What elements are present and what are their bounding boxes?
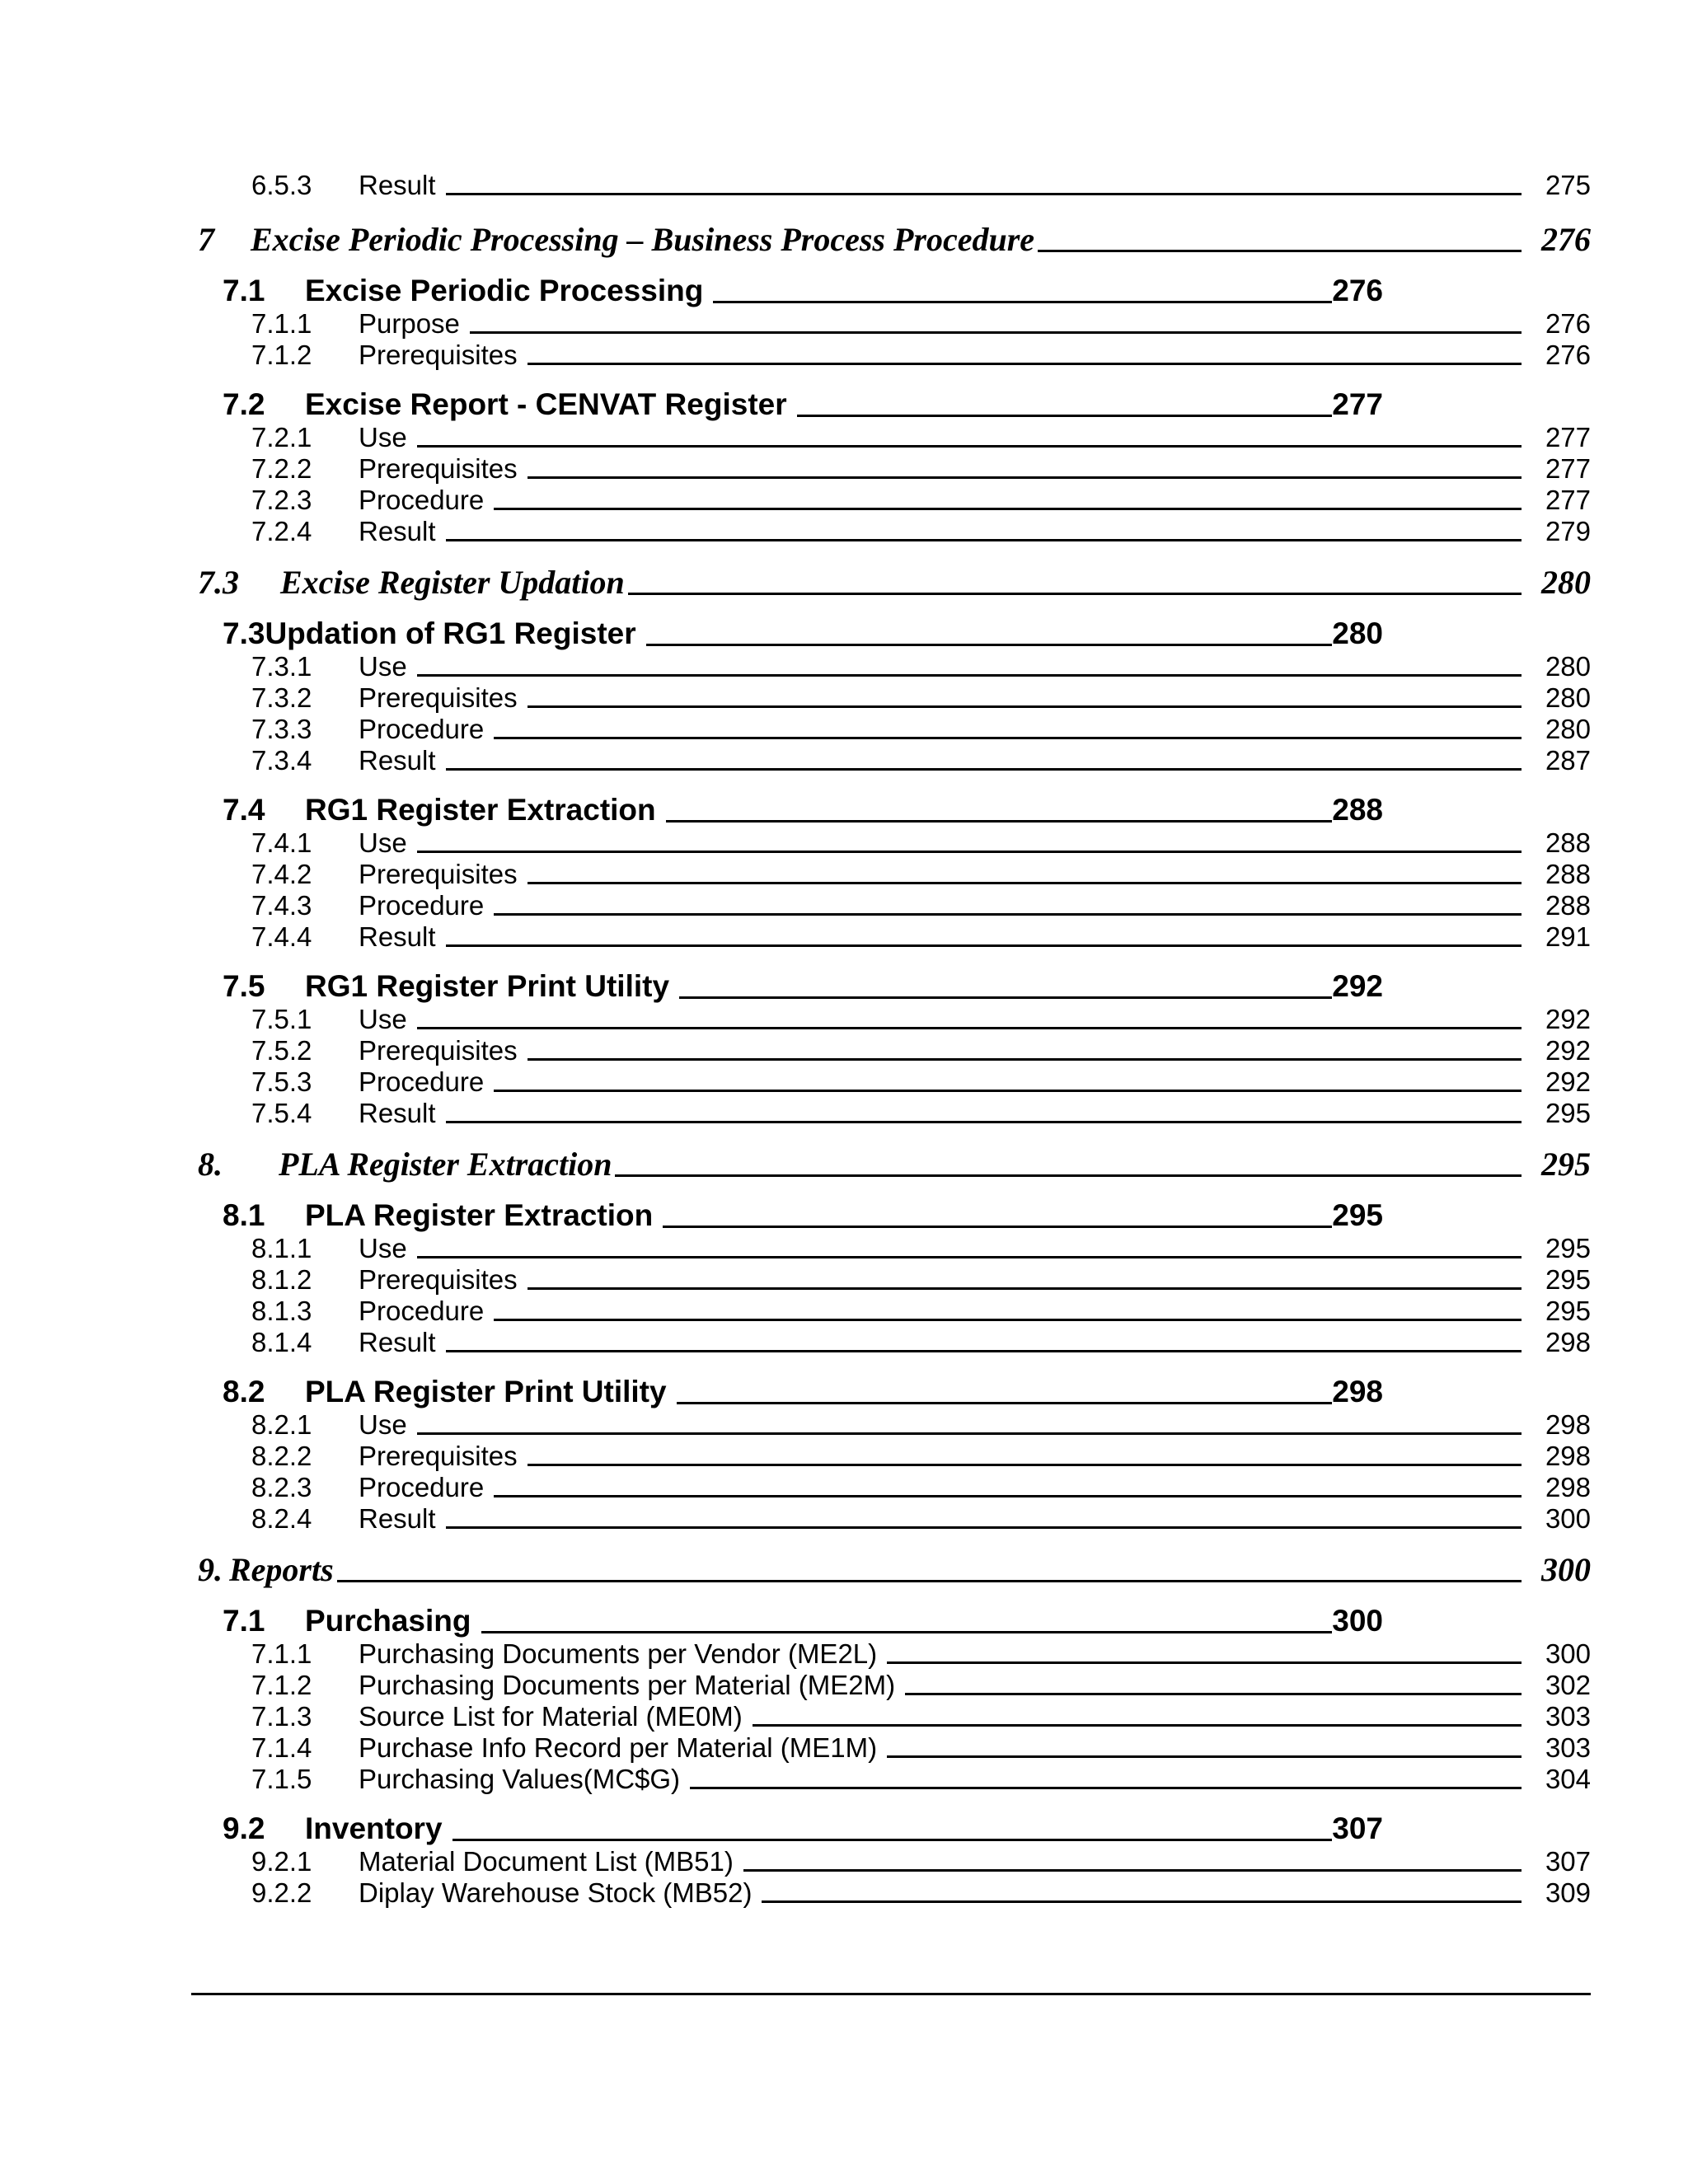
toc-entry-number: 7.1.4 <box>251 1732 312 1763</box>
toc-entry-number: 7.4.1 <box>251 827 312 858</box>
toc-entry-page: 303 <box>1545 1732 1591 1763</box>
toc-leader-line <box>528 1058 1522 1061</box>
toc-leader-line <box>446 944 1522 947</box>
toc-entry-number: 8.1.1 <box>251 1233 312 1263</box>
toc-entry-number: 7.3.3 <box>251 714 312 744</box>
toc-entry-title: Updation of RG1 Register <box>265 616 636 650</box>
toc-entry[interactable] <box>251 827 1591 859</box>
toc-entry-title: Inventory <box>305 1811 443 1845</box>
toc-leader-line <box>528 1287 1522 1290</box>
toc-entry-page: 298 <box>1332 1375 1383 1408</box>
toc-entry-page: 298 <box>1545 1409 1591 1440</box>
toc-leader-line <box>494 1495 1522 1497</box>
toc-entry-title: Prerequisites <box>359 1264 518 1295</box>
toc-entry-page: 276 <box>1545 340 1591 370</box>
toc-entry-title: Diplay Warehouse Stock (MB52) <box>359 1877 753 1908</box>
toc-entry-page: 280 <box>1545 714 1591 744</box>
toc-entry-number: 6.5.3 <box>251 170 312 200</box>
toc-leader-line <box>905 1693 1522 1695</box>
toc-entry-page: 277 <box>1545 422 1591 452</box>
toc-entry-title: Excise Periodic Processing <box>305 274 704 307</box>
toc-entry-page: 291 <box>1545 921 1591 952</box>
toc-entry-number: 7.1.2 <box>251 340 312 370</box>
toc-entry-page: 295 <box>1545 1233 1591 1263</box>
toc-entry-title: PLA Register Extraction <box>279 1146 612 1183</box>
toc-entry-title: Excise Report - CENVAT Register <box>305 387 787 421</box>
toc-entry[interactable] <box>251 859 1591 890</box>
toc-entry-page: 298 <box>1545 1441 1591 1471</box>
toc-entry[interactable] <box>251 170 1591 201</box>
toc-entry-title: Purpose <box>359 308 460 339</box>
toc-entry-title: Procedure <box>359 485 485 515</box>
toc-leader-line <box>615 1174 1522 1177</box>
toc-entry-page: 277 <box>1332 387 1383 421</box>
toc-leader-line <box>666 820 1333 823</box>
toc-entry-page: 292 <box>1545 1066 1591 1097</box>
toc-entry-title: Prerequisites <box>359 859 518 889</box>
toc-entry-title: Procedure <box>359 1066 485 1097</box>
toc-entry-number: 7.4.2 <box>251 859 312 889</box>
toc-leader-line <box>417 445 1522 448</box>
toc-leader-line <box>743 1869 1522 1872</box>
toc-entry-number: 7.5.4 <box>251 1098 312 1128</box>
toc-entry-page: 300 <box>1545 1638 1591 1669</box>
toc-entry[interactable] <box>251 1066 1591 1098</box>
toc-entry-title: Result <box>359 170 436 200</box>
toc-entry[interactable] <box>251 453 1591 485</box>
toc-entry-page: 295 <box>1545 1098 1591 1128</box>
toc-entry-number: 7.4.3 <box>251 890 312 921</box>
toc-entry[interactable] <box>251 1472 1591 1503</box>
toc-entry-number: 7.3 <box>198 564 239 601</box>
toc-entry-number: 8.1.2 <box>251 1264 312 1295</box>
toc-entry[interactable] <box>251 1503 1591 1535</box>
toc-entry[interactable] <box>251 516 1591 547</box>
toc-entry-number: 7 <box>198 221 214 258</box>
toc-entry-number: 8.2 <box>223 1375 265 1408</box>
toc-entry-number: 9.2 <box>223 1811 265 1845</box>
toc-section-entry[interactable] <box>223 1197 1383 1233</box>
toc-entry-page: 309 <box>1545 1877 1591 1908</box>
toc-entry-page: 307 <box>1332 1811 1383 1845</box>
toc-entry-number: 8. <box>198 1146 223 1183</box>
toc-entry[interactable] <box>251 1004 1591 1035</box>
toc-entry-title: Prerequisites <box>359 340 518 370</box>
toc-entry-number: 7.1.1 <box>251 308 312 339</box>
toc-leader-line <box>528 882 1522 884</box>
toc-entry-page: 279 <box>1545 516 1591 546</box>
toc-entry-title: Prerequisites <box>359 453 518 484</box>
toc-entry-number: 7.2.4 <box>251 516 312 546</box>
toc-entry-page: 275 <box>1545 170 1591 200</box>
toc-entry[interactable] <box>251 1877 1591 1909</box>
toc-entry[interactable] <box>251 745 1591 776</box>
toc-entry-page: 288 <box>1545 859 1591 889</box>
toc-entry-page: 277 <box>1545 453 1591 484</box>
toc-entry[interactable] <box>251 1296 1591 1327</box>
toc-leader-line <box>690 1787 1522 1789</box>
toc-section-entry[interactable] <box>223 968 1383 1004</box>
toc-leader-line <box>797 415 1333 417</box>
toc-leader-line <box>446 768 1522 771</box>
toc-leader-line <box>528 1464 1522 1466</box>
toc-entry[interactable] <box>251 308 1591 340</box>
toc-leader-line <box>446 1526 1522 1529</box>
toc-entry[interactable] <box>251 340 1591 371</box>
toc-entry-page: 276 <box>1332 274 1383 307</box>
toc-entry-title: Result <box>359 1503 436 1534</box>
toc-entry-title: Prerequisites <box>359 682 518 713</box>
toc-entry-page: 280 <box>1541 564 1591 601</box>
toc-entry-title: Result <box>359 1098 436 1128</box>
toc-leader-line <box>417 674 1522 677</box>
toc-leader-line <box>446 193 1522 195</box>
toc-entry[interactable] <box>251 1035 1591 1066</box>
toc-entry-title: RG1 Register Print Utility <box>305 969 670 1003</box>
toc-entry-number: 7.2.1 <box>251 422 312 452</box>
toc-entry-page: 300 <box>1332 1604 1383 1638</box>
toc-leader-line <box>494 1319 1522 1321</box>
toc-entry-title: Procedure <box>359 1472 485 1502</box>
toc-entry-number: 8.1.4 <box>251 1327 312 1357</box>
toc-leader-line <box>679 996 1332 999</box>
toc-entry-number: 7.3.4 <box>251 745 312 776</box>
toc-entry-number: 8.2.1 <box>251 1409 312 1440</box>
toc-entry-page: 303 <box>1545 1701 1591 1732</box>
toc-entry-number: 7.3.2 <box>251 682 312 713</box>
toc-entry-page: 295 <box>1332 1198 1383 1232</box>
toc-section-entry[interactable] <box>223 272 1383 308</box>
footer-divider <box>191 1993 1591 1995</box>
toc-entry-page: 288 <box>1545 890 1591 921</box>
toc-entry-title: Procedure <box>359 890 485 921</box>
toc-entry-number: 8.2.3 <box>251 1472 312 1502</box>
toc-entry-page: 280 <box>1545 682 1591 713</box>
toc-entry-number: 7.5.1 <box>251 1004 312 1034</box>
toc-leader-line <box>446 1350 1522 1352</box>
toc-entry-page: 298 <box>1545 1472 1591 1502</box>
toc-entry-title: Excise Register Updation <box>280 564 625 601</box>
toc-leader-line <box>417 1256 1522 1258</box>
toc-entry-title: Result <box>359 1327 436 1357</box>
toc-entry-page: 295 <box>1545 1264 1591 1295</box>
toc-section-entry[interactable] <box>223 1373 1383 1409</box>
toc-leader-line <box>417 1432 1522 1435</box>
toc-section-entry[interactable] <box>223 386 1383 422</box>
toc-entry-number: 7.3 <box>223 616 265 650</box>
toc-entry[interactable] <box>251 1638 1591 1670</box>
toc-entry[interactable] <box>251 651 1591 682</box>
toc-entry-number: 7.2.3 <box>251 485 312 515</box>
toc-leader-line <box>494 1090 1522 1092</box>
toc-entry-number: 7.1.5 <box>251 1764 312 1794</box>
toc-entry-title: Purchasing Documents per Vendor (ME2L) <box>359 1638 878 1669</box>
toc-entry-number: 7.4.4 <box>251 921 312 952</box>
toc-entry-title: Use <box>359 651 407 682</box>
toc-entry-number: 7.3.1 <box>251 651 312 682</box>
toc-entry[interactable] <box>251 1233 1591 1264</box>
toc-entry-number: 9.2.1 <box>251 1846 312 1877</box>
toc-entry-title: Use <box>359 1004 407 1034</box>
toc-entry-title: Reports <box>229 1551 334 1588</box>
toc-entry-title: Excise Periodic Processing – Business Process Procedure <box>251 221 1035 258</box>
toc-entry-page: 288 <box>1332 793 1383 827</box>
toc-entry-title: Use <box>359 422 407 452</box>
toc-leader-line <box>417 1027 1522 1029</box>
toc-entry-page: 300 <box>1545 1503 1591 1534</box>
toc-entry-number: 7.1 <box>223 274 265 307</box>
toc-leader-line <box>417 851 1522 853</box>
toc-entry-page: 300 <box>1541 1551 1591 1588</box>
toc-entry-page: 292 <box>1332 969 1383 1003</box>
toc-leader-line <box>663 1226 1332 1228</box>
toc-entry[interactable] <box>251 1098 1591 1129</box>
toc-chapter-entry[interactable] <box>198 219 1591 259</box>
toc-entry[interactable] <box>251 1732 1591 1764</box>
toc-leader-line <box>481 1631 1333 1633</box>
toc-entry-page: 276 <box>1541 221 1591 258</box>
toc-entry-number: 7.1.2 <box>251 1670 312 1700</box>
toc-entry[interactable] <box>251 682 1591 714</box>
toc-entry-page: 280 <box>1545 651 1591 682</box>
toc-entry-page: 302 <box>1545 1670 1591 1700</box>
toc-entry-page: 277 <box>1545 485 1591 515</box>
toc-entry[interactable] <box>251 890 1591 921</box>
toc-entry-page: 304 <box>1545 1764 1591 1794</box>
toc-entry-number: 7.5 <box>223 969 265 1003</box>
toc-leader-line <box>762 1900 1522 1903</box>
toc-entry-title: Use <box>359 1233 407 1263</box>
toc-entry-number: 7.1.3 <box>251 1701 312 1732</box>
toc-chapter-entry[interactable] <box>198 1549 1591 1589</box>
toc-entry-number: 8.2.2 <box>251 1441 312 1471</box>
toc-leader-line <box>713 301 1332 303</box>
toc-leader-line <box>646 644 1333 646</box>
toc-section-entry[interactable] <box>223 615 1383 651</box>
toc-leader-line <box>528 476 1522 479</box>
toc-entry-title: Result <box>359 921 436 952</box>
toc-entry-number: 8.1.3 <box>251 1296 312 1326</box>
toc-entry-page: 307 <box>1545 1846 1591 1877</box>
toc-entry[interactable] <box>251 921 1591 953</box>
toc-leader-line <box>1038 250 1522 252</box>
toc-entry-title: Purchase Info Record per Material (ME1M) <box>359 1732 878 1763</box>
toc-chapter-entry[interactable] <box>198 562 1591 602</box>
toc-entry-title: Prerequisites <box>359 1035 518 1066</box>
toc-entry-title: Material Document List (MB51) <box>359 1846 734 1877</box>
toc-entry-number: 7.2.2 <box>251 453 312 484</box>
toc-entry-number: 8.2.4 <box>251 1503 312 1534</box>
toc-leader-line <box>887 1755 1522 1758</box>
toc-entry[interactable] <box>251 1846 1591 1877</box>
toc-leader-line <box>528 363 1522 365</box>
toc-entry-page: 276 <box>1545 308 1591 339</box>
toc-entry-number: 7.4 <box>223 793 265 827</box>
toc-entry-page: 295 <box>1545 1296 1591 1326</box>
toc-leader-line <box>446 1121 1522 1123</box>
toc-entry[interactable] <box>251 1670 1591 1701</box>
toc-leader-line <box>446 539 1522 541</box>
toc-entry-page: 288 <box>1545 827 1591 858</box>
toc-leader-line <box>753 1724 1522 1727</box>
toc-entry-title: Purchasing <box>305 1604 471 1638</box>
toc-entry[interactable] <box>251 422 1591 453</box>
toc-entry[interactable] <box>251 485 1591 516</box>
toc-entry-page: 292 <box>1545 1004 1591 1034</box>
toc-entry-number: 7.1 <box>223 1604 265 1638</box>
toc-entry-title: Use <box>359 827 407 858</box>
toc-leader-line <box>494 737 1522 739</box>
toc-entry-title: PLA Register Extraction <box>305 1198 654 1232</box>
toc-entry-title: Procedure <box>359 714 485 744</box>
toc-entry-page: 295 <box>1541 1146 1591 1183</box>
toc-entry-number: 7.5.3 <box>251 1066 312 1097</box>
toc-entry[interactable] <box>251 1764 1591 1795</box>
toc-entry-title: Use <box>359 1409 407 1440</box>
toc-section-entry[interactable] <box>223 1602 1383 1638</box>
toc-entry-page: 292 <box>1545 1035 1591 1066</box>
toc-entry-number: 7.5.2 <box>251 1035 312 1066</box>
toc-entry-number: 7.1.1 <box>251 1638 312 1669</box>
toc-leader-line <box>470 331 1522 334</box>
toc-section-entry[interactable] <box>223 1810 1383 1846</box>
toc-leader-line <box>494 913 1522 916</box>
toc-entry[interactable] <box>251 1441 1591 1472</box>
toc-chapter-entry[interactable] <box>198 1144 1591 1183</box>
toc-entry-title: Result <box>359 516 436 546</box>
toc-entry[interactable] <box>251 1264 1591 1296</box>
toc-entry-page: 287 <box>1545 745 1591 776</box>
toc-entry-title: Purchasing Values(MC$G) <box>359 1764 681 1794</box>
toc-entry-title: Source List for Material (ME0M) <box>359 1701 743 1732</box>
toc-entry-title: Result <box>359 745 436 776</box>
toc-leader-line <box>887 1661 1522 1664</box>
toc-leader-line <box>628 593 1522 595</box>
toc-entry-title: Purchasing Documents per Material (ME2M) <box>359 1670 896 1700</box>
toc-leader-line <box>494 508 1522 510</box>
toc-leader-line <box>337 1580 1522 1582</box>
toc-entry-number: 9.2.2 <box>251 1877 312 1908</box>
toc-leader-line <box>528 705 1522 708</box>
toc-entry-number: 8.1 <box>223 1198 265 1232</box>
toc-entry[interactable] <box>251 714 1591 745</box>
toc-entry[interactable] <box>251 1327 1591 1358</box>
toc-section-entry[interactable] <box>223 791 1383 827</box>
toc-entry[interactable] <box>251 1409 1591 1441</box>
toc-entry-title: RG1 Register Extraction <box>305 793 656 827</box>
toc-leader-line <box>452 1839 1333 1841</box>
toc-entry-title: PLA Register Print Utility <box>305 1375 667 1408</box>
toc-entry-number: 7.2 <box>223 387 265 421</box>
toc-leader-line <box>677 1402 1333 1404</box>
toc-entry[interactable] <box>251 1701 1591 1732</box>
toc-entry-page: 280 <box>1332 616 1383 650</box>
toc-entry-title: Prerequisites <box>359 1441 518 1471</box>
toc-entry-number: 9. <box>198 1551 223 1588</box>
toc-entry-page: 298 <box>1545 1327 1591 1357</box>
toc-entry-title: Procedure <box>359 1296 485 1326</box>
